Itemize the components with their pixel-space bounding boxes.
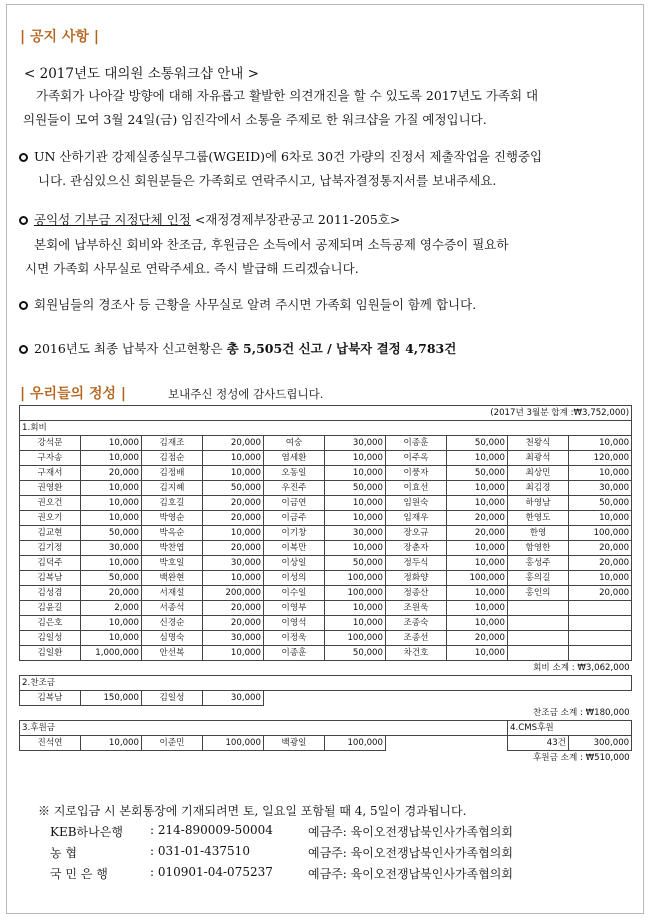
donation-amount: 20,000 <box>203 511 264 526</box>
donation-amount: 10,000 <box>325 451 386 466</box>
donor-name: 심명숙 <box>142 631 203 646</box>
donor-name: 박영순 <box>142 511 203 526</box>
donor-name: 장춘자 <box>386 541 447 556</box>
donation-amount: 10,000 <box>325 511 386 526</box>
empty-cell <box>325 691 386 706</box>
donor-name: 홍의길 <box>508 571 569 586</box>
donation-amount: 10,000 <box>325 541 386 556</box>
donor-name: 김덕주 <box>20 556 81 571</box>
donor-name: 김기정 <box>20 541 81 556</box>
donation-amount: 10,000 <box>81 511 142 526</box>
donation-amount: 10,000 <box>81 451 142 466</box>
donor-name: 이종훈 <box>386 436 447 451</box>
empty-cell <box>447 736 508 751</box>
donation-amount: 10,000 <box>569 466 632 481</box>
donation-amount: 10,000 <box>447 556 508 571</box>
bullet-icon <box>19 345 28 354</box>
donation-amount: 10,000 <box>81 481 142 496</box>
donation-amount: 30,000 <box>203 556 264 571</box>
workshop-body-line-1: 가족회가 나아갈 방향에 대해 자유롭고 활발한 의견개진을 할 수 있도록 2017년도 가족회 대 <box>36 88 539 103</box>
donor-name: 이영부 <box>264 601 325 616</box>
donation-amount: 10,000 <box>447 646 508 661</box>
donor-name: 정화양 <box>386 571 447 586</box>
table-row <box>20 496 632 511</box>
donor-name: 우진주 <box>264 481 325 496</box>
donation-amount: 10,000 <box>325 616 386 631</box>
donation-amount: 1,000,000 <box>81 646 142 661</box>
cms-label: 4.CMS후원 <box>508 721 632 736</box>
table-row <box>20 541 632 556</box>
donor-name: 김일성 <box>142 691 203 706</box>
donor-name: 김교현 <box>20 526 81 541</box>
donor-name: 이상일 <box>264 556 325 571</box>
donation-amount: 20,000 <box>447 526 508 541</box>
donation-amount: 30,000 <box>203 691 264 706</box>
donation-amount: 10,000 <box>447 481 508 496</box>
donor-name: 박옥순 <box>142 526 203 541</box>
sponsorship-label-row <box>20 676 632 691</box>
donor-name <box>508 616 569 631</box>
table-row <box>20 481 632 496</box>
donation-amount: 10,000 <box>81 436 142 451</box>
donation-amount <box>569 616 632 631</box>
empty-cell <box>386 736 447 751</box>
donor-name: 이주옥 <box>386 451 447 466</box>
donations-header: | 우리들의 정성 | <box>20 386 126 402</box>
bank-name-1: KEB하나은행 <box>50 825 123 839</box>
sponsorship-subtotal-row <box>20 706 632 721</box>
donation-amount: 100,000 <box>325 586 386 601</box>
donor-name: 임원숙 <box>386 496 447 511</box>
donor-name: 백완현 <box>142 571 203 586</box>
donation-amount: 2,000 <box>81 601 142 616</box>
table-row <box>20 736 632 751</box>
donor-name: 김복남 <box>20 571 81 586</box>
donation-amount: 10,000 <box>569 511 632 526</box>
un-item <box>19 147 542 165</box>
donation-amount: 100,000 <box>325 631 386 646</box>
donor-name: 여숭 <box>264 436 325 451</box>
donor-name: 차건호 <box>386 646 447 661</box>
donor-name: 이효선 <box>386 481 447 496</box>
donor-name: 서종석 <box>142 601 203 616</box>
donation-amount: 120,000 <box>569 451 632 466</box>
donation-amount: 10,000 <box>447 451 508 466</box>
bullet-icon <box>19 153 28 162</box>
notice-header: | 공지 사항 | <box>20 29 99 45</box>
donor-name <box>508 646 569 661</box>
table-row <box>20 571 632 586</box>
events-item <box>19 295 476 313</box>
donor-name: 김성겸 <box>20 586 81 601</box>
account-number-3: : 010901-04-075237 <box>150 865 273 879</box>
donation-amount: 50,000 <box>81 571 142 586</box>
donor-name: 최상민 <box>508 466 569 481</box>
donation-amount: 50,000 <box>203 481 264 496</box>
donation-amount <box>569 646 632 661</box>
donation-amount: 30,000 <box>325 436 386 451</box>
donor-name: 김호길 <box>142 496 203 511</box>
table-row <box>20 556 632 571</box>
table-row <box>20 691 632 706</box>
donor-name: 이금연 <box>264 496 325 511</box>
donation-amount: 10,000 <box>203 571 264 586</box>
tax-body-line-2: 시면 가족회 사무실로 연락주세요. 즉시 발급해 드리겠습니다. <box>25 261 359 276</box>
empty-cell <box>264 691 325 706</box>
donor-name: 하영남 <box>508 496 569 511</box>
donation-amount: 10,000 <box>203 526 264 541</box>
report-bold: 총 5,505건 신고 / 납북자 결정 4,783건 <box>226 341 457 356</box>
donation-amount: 50,000 <box>81 526 142 541</box>
tax-body-line-1: 본회에 납부하신 회비와 찬조금, 후원금은 소득에서 공제되며 소득공제 영수증이 필요하 <box>34 237 509 252</box>
donor-name: 권오건 <box>20 496 81 511</box>
donation-amount: 10,000 <box>325 466 386 481</box>
workshop-body-line-2: 의원들이 모여 3월 24일(금) 임진각에서 소통을 주제로 한 워크샵을 가질 예정입니다. <box>23 112 487 127</box>
donor-name: 이풍자 <box>386 466 447 481</box>
donation-amount: 10,000 <box>569 436 632 451</box>
donation-amount: 50,000 <box>325 481 386 496</box>
donor-name: 신경순 <box>142 616 203 631</box>
donation-amount: 100,000 <box>447 571 508 586</box>
donation-amount: 10,000 <box>447 586 508 601</box>
donor-name: 이기창 <box>264 526 325 541</box>
donor-name: 김일환 <box>20 646 81 661</box>
donation-amount: 20,000 <box>203 616 264 631</box>
donation-amount: 50,000 <box>325 646 386 661</box>
table-row <box>20 466 632 481</box>
donor-name: 이종훈 <box>264 646 325 661</box>
membership-label: 1.회비 <box>20 421 632 436</box>
donation-amount: 20,000 <box>569 541 632 556</box>
table-row <box>20 631 632 646</box>
account-number-1: : 214-890009-50004 <box>150 823 273 837</box>
donor-name: 정종산 <box>386 586 447 601</box>
table-row <box>20 586 632 601</box>
donation-amount: 50,000 <box>569 496 632 511</box>
donation-amount: 10,000 <box>81 616 142 631</box>
donor-name: 최광석 <box>508 451 569 466</box>
tax-item <box>19 210 400 228</box>
donation-amount: 20,000 <box>447 631 508 646</box>
account-holder-3: 예금주: 육이오전쟁납북인사가족협의회 <box>308 867 513 881</box>
cms-count: 43건 <box>508 736 569 751</box>
donor-name: 조종선 <box>386 631 447 646</box>
account-number-2: : 031-01-437510 <box>150 844 250 858</box>
bullet-icon <box>19 216 28 225</box>
donor-name: 이수일 <box>264 586 325 601</box>
donor-name: 염세환 <box>264 451 325 466</box>
donor-name: 권오기 <box>20 511 81 526</box>
donor-name: 김점순 <box>142 451 203 466</box>
donation-amount: 20,000 <box>569 556 632 571</box>
account-holder-2: 예금주: 육이오전쟁납북인사가족협의회 <box>308 846 513 860</box>
events-text: 회원님들의 경조사 등 근황을 사무실로 알려 주시면 가족회 임원들이 함께 합니다. <box>34 297 477 312</box>
donor-name: 임재우 <box>386 511 447 526</box>
account-holder-1: 예금주: 육이오전쟁납북인사가족협의회 <box>308 825 513 839</box>
donations-total: (2017년 3월분 합계 :₩3,752,000) <box>20 406 632 421</box>
donor-name: 천왕식 <box>508 436 569 451</box>
donor-name: 이성의 <box>264 571 325 586</box>
donations-subtitle: 보내주신 정성에 감사드립니다. <box>168 387 324 401</box>
table-row <box>20 451 632 466</box>
donor-name: 장오규 <box>386 526 447 541</box>
sponsorship-label: 2.찬조금 <box>20 676 632 691</box>
donation-amount: 20,000 <box>203 496 264 511</box>
donor-name: 진석연 <box>20 736 81 751</box>
donation-amount: 10,000 <box>325 601 386 616</box>
donor-name: 박호일 <box>142 556 203 571</box>
donation-amount: 30,000 <box>569 481 632 496</box>
donation-amount: 200,000 <box>203 586 264 601</box>
donor-name: 김일성 <box>20 631 81 646</box>
donation-amount: 50,000 <box>447 466 508 481</box>
donation-amount: 100,000 <box>203 736 264 751</box>
donation-amount: 20,000 <box>81 466 142 481</box>
table-row <box>20 436 632 451</box>
table-row <box>20 526 632 541</box>
bank-name-2: 농 협 <box>50 846 77 860</box>
bank-name-3: 국 민 은 행 <box>50 867 108 881</box>
donor-name: 백광일 <box>264 736 325 751</box>
un-item-line-1: UN 산하기관 강제실종실무그룹(WGEID)에 6차로 30건 가량의 진정서 제출작업을 진행중입 <box>34 149 543 164</box>
donation-amount: 20,000 <box>447 511 508 526</box>
donor-name: 한영도 <box>508 511 569 526</box>
donation-amount: 30,000 <box>203 631 264 646</box>
donor-name <box>508 631 569 646</box>
donation-amount: 10,000 <box>81 496 142 511</box>
donation-amount: 100,000 <box>325 571 386 586</box>
donor-name: 이준민 <box>142 736 203 751</box>
donation-amount: 10,000 <box>203 466 264 481</box>
table-row <box>20 511 632 526</box>
donor-name: 안선복 <box>142 646 203 661</box>
donation-amount: 20,000 <box>203 436 264 451</box>
transfer-note: ※ 지로입금 시 본회통장에 기재되려면 토, 일요일 포함될 때 4, 5일이 경과됩니다. <box>38 804 467 818</box>
tax-ref: <재정경제부장관공고 2011-205호> <box>194 212 401 227</box>
donation-amount: 10,000 <box>203 451 264 466</box>
donor-name: 김지혜 <box>142 481 203 496</box>
donor-name: 오동일 <box>264 466 325 481</box>
donor-name: 이금주 <box>264 511 325 526</box>
membership-subtotal: 회비 소계 : ₩3,062,000 <box>533 663 630 673</box>
donor-name: 강석문 <box>20 436 81 451</box>
support-subtotal-row <box>20 751 632 766</box>
donor-name: 홍인의 <box>508 586 569 601</box>
empty-cell <box>569 691 632 706</box>
donation-amount: 20,000 <box>203 601 264 616</box>
donation-amount: 100,000 <box>569 526 632 541</box>
donor-name: 최김경 <box>508 481 569 496</box>
donation-amount: 30,000 <box>325 526 386 541</box>
workshop-title: < 2017년도 대의원 소통워크샵 안내 > <box>24 66 259 82</box>
donor-name: 김은호 <box>20 616 81 631</box>
donor-name: 이복만 <box>264 541 325 556</box>
donation-amount: 100,000 <box>325 736 386 751</box>
empty-cell <box>386 691 447 706</box>
donation-amount: 10,000 <box>569 571 632 586</box>
report-prefix: 2016년도 최종 납북자 신고현황은 <box>34 341 227 356</box>
support-subtotal: 후원금 소계 : ₩510,000 <box>533 753 630 763</box>
donor-name: 김정배 <box>142 466 203 481</box>
empty-cell <box>447 691 508 706</box>
donation-amount: 10,000 <box>447 541 508 556</box>
donations-table <box>19 405 632 765</box>
bullet-icon <box>19 301 28 310</box>
donation-amount: 20,000 <box>569 586 632 601</box>
donation-amount: 10,000 <box>447 601 508 616</box>
donation-amount <box>569 631 632 646</box>
donations-table-body <box>20 406 632 766</box>
tax-title: 공익성 기부금 지정단체 인정 <box>34 212 191 227</box>
donation-amount: 10,000 <box>325 496 386 511</box>
donor-name: 구재서 <box>20 466 81 481</box>
cms-amount: 300,000 <box>569 736 632 751</box>
donor-name: 조원욱 <box>386 601 447 616</box>
donor-name <box>508 601 569 616</box>
support-label: 3.후원금 <box>20 721 508 736</box>
donation-amount: 150,000 <box>81 691 142 706</box>
empty-cell <box>508 691 569 706</box>
donor-name: 구자송 <box>20 451 81 466</box>
donor-name: 권영환 <box>20 481 81 496</box>
donation-amount: 10,000 <box>81 736 142 751</box>
donation-amount: 20,000 <box>203 541 264 556</box>
un-item-line-2: 니다. 관심있으신 회원분들은 가족회로 연락주시고, 납북자결정통지서를 보내주세요. <box>38 173 497 188</box>
membership-subtotal-row <box>20 661 632 676</box>
donation-amount: 10,000 <box>81 556 142 571</box>
donation-amount: 50,000 <box>325 556 386 571</box>
support-label-row <box>20 721 632 736</box>
donor-name: 이영석 <box>264 616 325 631</box>
sponsorship-subtotal: 찬조금 소계 : ₩180,000 <box>533 708 630 718</box>
donation-amount <box>569 601 632 616</box>
donation-amount: 10,000 <box>447 496 508 511</box>
donor-name: 홍성주 <box>508 556 569 571</box>
donor-name: 정두식 <box>386 556 447 571</box>
donor-name: 함영한 <box>508 541 569 556</box>
donor-name: 김재조 <box>142 436 203 451</box>
donation-amount: 50,000 <box>447 436 508 451</box>
table-row <box>20 616 632 631</box>
donor-name: 김복남 <box>20 691 81 706</box>
donation-amount: 10,000 <box>447 616 508 631</box>
donor-name: 박찬엽 <box>142 541 203 556</box>
donor-name: 김윤길 <box>20 601 81 616</box>
donor-name: 이정욱 <box>264 631 325 646</box>
donation-amount: 10,000 <box>81 631 142 646</box>
donation-amount: 20,000 <box>81 586 142 601</box>
table-row <box>20 646 632 661</box>
donation-amount: 30,000 <box>81 541 142 556</box>
donation-amount: 10,000 <box>203 646 264 661</box>
donor-name: 한영 <box>508 526 569 541</box>
report-item <box>19 339 456 357</box>
table-row <box>20 601 632 616</box>
donor-name: 서재설 <box>142 586 203 601</box>
donor-name: 조종숙 <box>386 616 447 631</box>
